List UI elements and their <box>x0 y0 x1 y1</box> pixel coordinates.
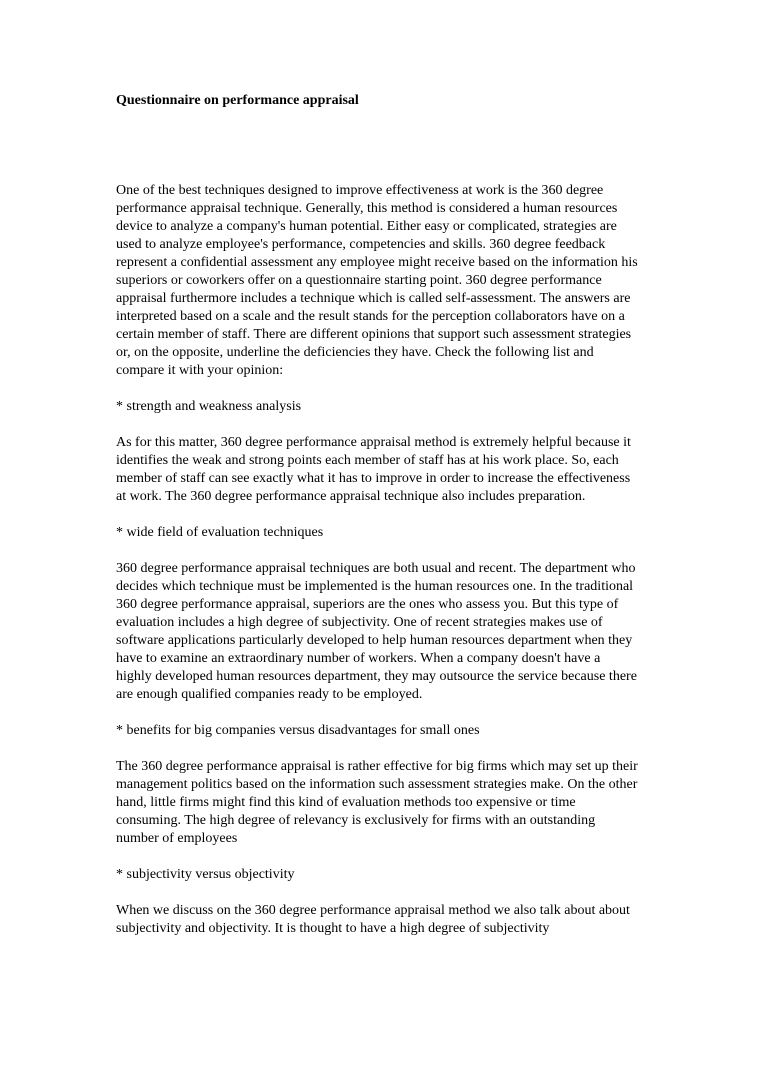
section-heading-subjectivity: * subjectivity versus objectivity <box>116 867 295 882</box>
section-heading-strength-weakness: * strength and weakness analysis <box>116 399 302 414</box>
document-body <box>116 182 638 956</box>
section-text-strength-weakness: As for this matter, 360 degree performance appraisal method is extremely helpful because it identifies the weak and strong points each member of staff has at his work place. So, each member of staff can see exactly what it has to improve in order to increase the effectiveness at work. The 360 degree performance appraisal technique also includes preparation. <box>116 435 631 504</box>
section-text-subjectivity: When we discuss on the 360 degree performance appraisal method we also talk about about subjectivity and objectivity. It is thought to have a high degree of subjectivity <box>116 903 630 936</box>
section-text-big-vs-small: The 360 degree performance appraisal is rather effective for big firms which may set up their management politics based on the information such assessment strategies make. On the other hand, little firms might find this kind of evaluation methods too expensive or time consuming. The high degree of relevancy is exclusively for firms with an outstanding number of employees <box>116 759 638 846</box>
section-heading-evaluation-techniques: * wide field of evaluation techniques <box>116 525 324 540</box>
document-title: Questionnaire on performance appraisal <box>116 93 359 108</box>
intro-paragraph: One of the best techniques designed to improve effectiveness at work is the 360 degree performance appraisal technique. Generally, this method is considered a human resources device to analyze a company's human potential. Either easy or complicated, strategies are used to analyze employee's performance, competencies and skills. 360 degree feedback represent a confidential assessment any employee might receive based on the information his superiors or coworkers offer on a questionnaire starting point. 360 degree performance appraisal furthermore includes a technique which is called self-assessment. The answers are interpreted based on a scale and the result stands for the perception collaborators have on a certain member of staff. There are different opinions that support such assessment strategies or, on the opposite, underline the deficiencies they have. Check the following list and compare it with your opinion: <box>116 183 638 378</box>
section-heading-big-vs-small: * benefits for big companies versus disadvantages for small ones <box>116 723 480 738</box>
section-text-evaluation-techniques: 360 degree performance appraisal techniques are both usual and recent. The department who decides which technique must be implemented is the human resources one. In the traditional 360 degree performance appraisal, superiors are the ones who assess you. But this type of evaluation includes a high degree of subjectivity. One of recent strategies makes use of software applications particularly developed to help human resources department when they have to examine an extraordinary number of workers. When a company doesn't have a highly developed human resources department, they may outsource the service because there are enough qualified companies ready to be employed. <box>116 561 637 702</box>
